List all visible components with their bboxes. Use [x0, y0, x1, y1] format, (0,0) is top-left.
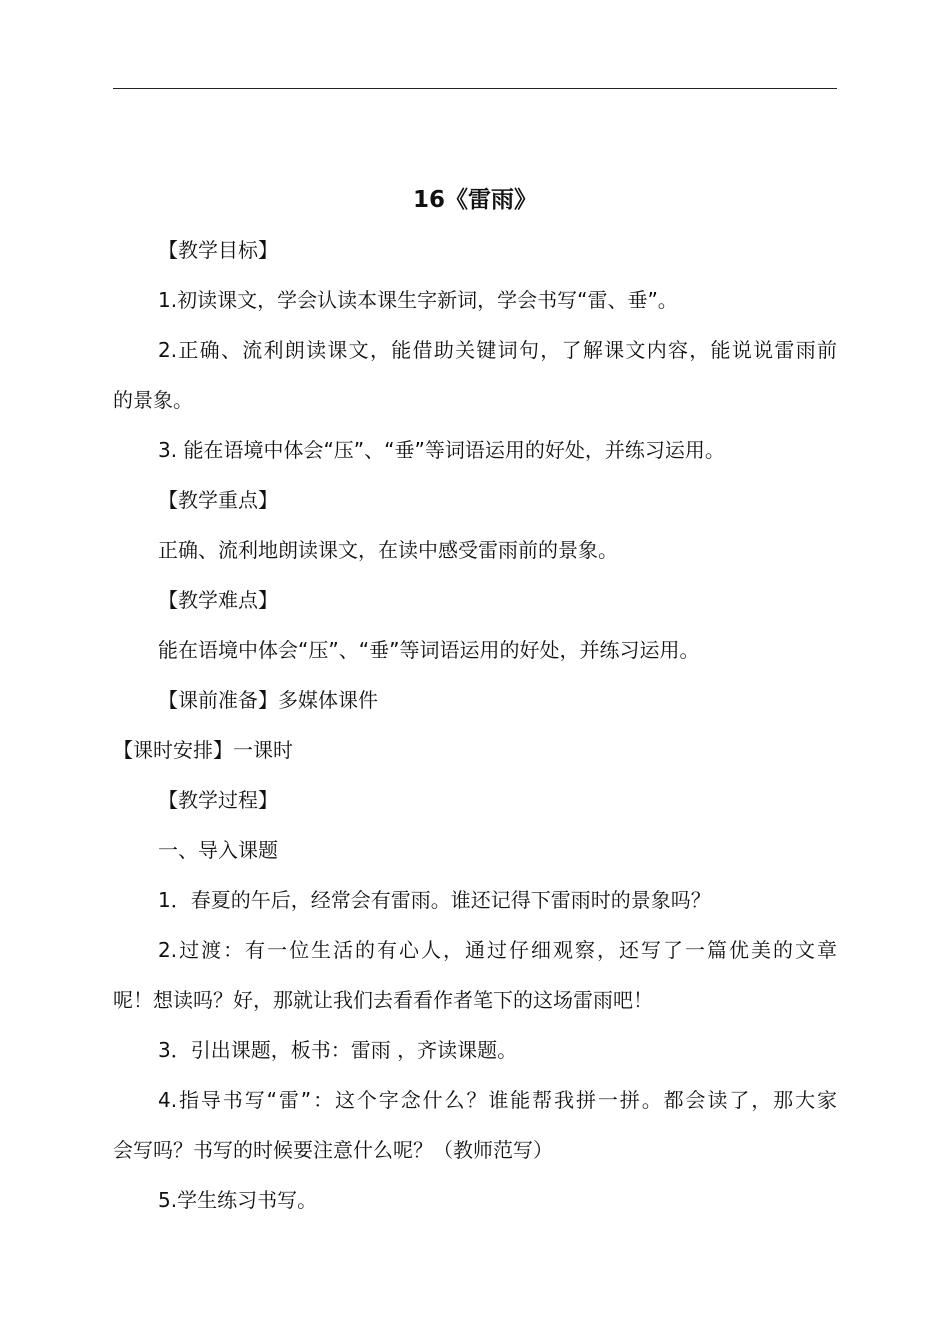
- process-item-3: 3．引出课题，板书：雷雨 ，齐读课题。: [158, 1038, 518, 1062]
- process-item-2: 2.过渡：有一位生活的有心人，通过仔细观察，还写了一篇优美的文章: [158, 938, 837, 962]
- section-heading-objectives: 【教学目标】: [158, 238, 278, 262]
- process-item-2-continued: 呢！想读吗？好，那就让我们去看看作者笔下的这场雷雨吧！: [113, 988, 653, 1012]
- header-rule: [113, 88, 837, 89]
- schedule-line: 【课时安排】一课时: [113, 738, 293, 762]
- objective-2: 2.正确、流利朗读课文，能借助关键词句，了解课文内容，能说说雷雨前: [158, 338, 837, 362]
- difficulties-text: 能在语境中体会“压”、“垂”等词语运用的好处，并练习运用。: [158, 638, 700, 662]
- objective-3: 3. 能在语境中体会“压”、“垂”等词语运用的好处，并练习运用。: [158, 438, 725, 462]
- lesson-title: 16《雷雨》: [412, 187, 537, 213]
- process-item-4: 4.指导书写“雷”：这个字念什么？谁能帮我拼一拼。都会读了，那大家: [158, 1088, 837, 1112]
- section-heading-process: 【教学过程】: [158, 788, 278, 812]
- process-item-1: 1．春夏的午后，经常会有雷雨。谁还记得下雷雨时的景象吗？: [158, 888, 711, 912]
- preparation-line: 【课前准备】多媒体课件: [158, 688, 378, 712]
- section-heading-difficulties: 【教学难点】: [158, 588, 278, 612]
- objective-1: 1.初读课文，学会认读本课生字新词，学会书写“雷、垂”。: [158, 288, 678, 312]
- step-1-heading: 一、导入课题: [158, 838, 278, 862]
- key-points-text: 正确、流利地朗读课文，在读中感受雷雨前的景象。: [158, 538, 618, 562]
- process-item-5: 5.学生练习书写。: [158, 1188, 318, 1212]
- objective-2-continued: 的景象。: [113, 388, 193, 412]
- section-heading-key-points: 【教学重点】: [158, 488, 278, 512]
- process-item-4-continued: 会写吗？书写的时候要注意什么呢？（教师范写）: [113, 1138, 553, 1162]
